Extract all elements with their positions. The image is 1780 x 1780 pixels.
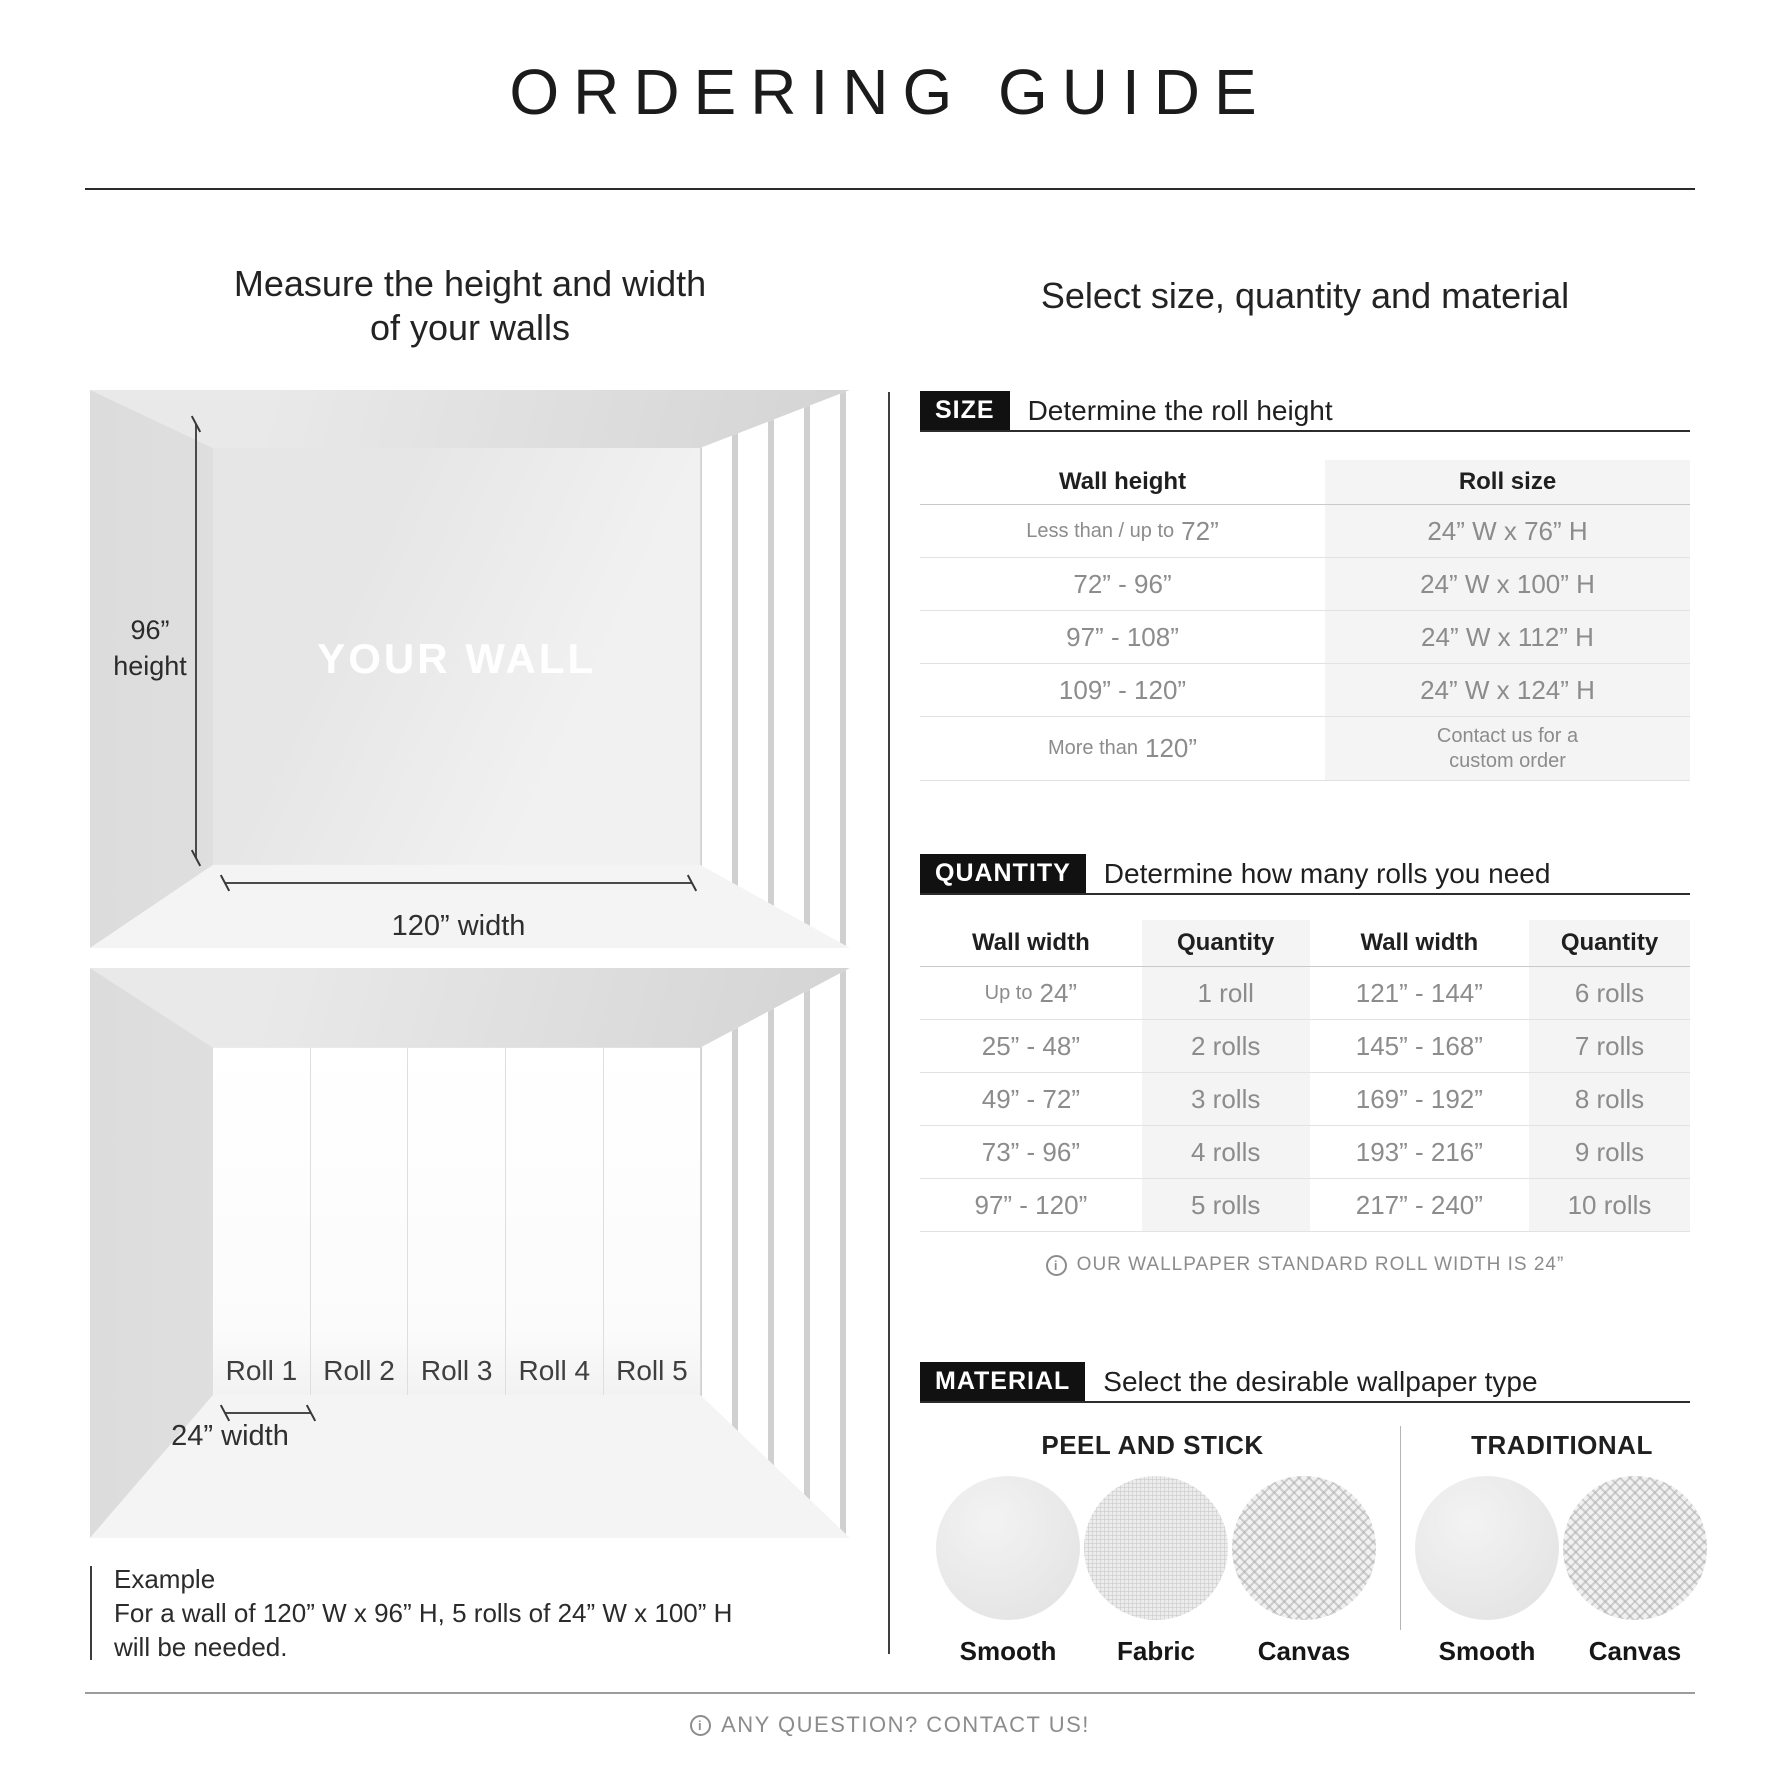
left-heading-line1: Measure the height and width — [233, 263, 707, 304]
roll-panel — [213, 1048, 311, 1395]
roll-label: Roll 5 — [616, 1354, 688, 1386]
size-table-row: Less than / up to 72” 24” W x 76” H — [920, 505, 1690, 558]
peel-and-stick-label: PEEL AND STICK — [1041, 1430, 1264, 1460]
quantity-badge: QUANTITY — [920, 854, 1086, 893]
roll-width-measure-line — [225, 1412, 311, 1414]
quantity-col3-header: Wall width — [1360, 929, 1479, 956]
quantity-table-row: 25” - 48” 2 rolls 145” - 168” 7 rolls — [920, 1020, 1690, 1073]
quantity-table — [920, 920, 1690, 1232]
quantity-table-header-row — [920, 920, 1690, 967]
material-badge: MATERIAL — [920, 1362, 1085, 1401]
example-line2: will be needed. — [114, 1632, 288, 1662]
example-line1: For a wall of 120” W x 96” H, 5 rolls of 24” W x 100” H — [114, 1598, 733, 1628]
size-section-heading — [920, 391, 1690, 432]
quantity-table-row: 73” - 96” 4 rolls 193” - 216” 9 rolls — [920, 1126, 1690, 1179]
info-icon: i — [1046, 1255, 1067, 1276]
roll-panel — [506, 1048, 604, 1395]
material-subtitle: Select the desirable wallpaper type — [1103, 1365, 1538, 1397]
example-accent-bar — [90, 1566, 92, 1660]
example-block — [114, 1562, 834, 1664]
size-col2-header: Roll size — [1325, 460, 1690, 504]
swatch-label: Canvas — [1257, 1636, 1351, 1666]
width-dimension-label: 120” width — [391, 910, 526, 942]
size-table — [920, 460, 1690, 781]
roll-label: Roll 3 — [420, 1354, 493, 1386]
room-illustration-rolls — [90, 968, 850, 1538]
canvas-swatch — [1563, 1476, 1707, 1620]
quantity-subtitle: Determine how many rolls you need — [1103, 857, 1551, 889]
roll-label: Roll 1 — [225, 1354, 298, 1386]
smooth-swatch — [1415, 1476, 1559, 1620]
size-table-row: 72” - 96” 24” W x 100” H — [920, 558, 1690, 611]
canvas-swatch — [1232, 1476, 1376, 1620]
swatch-label: Canvas — [1588, 1636, 1682, 1666]
wallpaper-roll-panels — [213, 1048, 700, 1395]
traditional-label: TRADITIONAL — [1471, 1430, 1653, 1460]
quantity-col1-header: Wall width — [971, 929, 1090, 956]
example-title: Example — [114, 1564, 216, 1594]
width-measure-line — [225, 882, 692, 884]
fabric-swatch — [1084, 1476, 1228, 1620]
room-illustration-your-wall — [90, 390, 850, 948]
quantity-table-row: 97” - 120” 5 rolls 217” - 240” 10 rolls — [920, 1179, 1690, 1232]
roll-label: Roll 4 — [518, 1354, 591, 1386]
column-divider — [888, 392, 890, 1654]
roll-label: Roll 2 — [323, 1354, 395, 1386]
height-dimension-label: 96” height — [113, 615, 187, 681]
size-table-header-row — [920, 460, 1690, 505]
size-subtitle: Determine the roll height — [1027, 394, 1333, 426]
roll-width-dimension-label: 24” width — [171, 1420, 289, 1452]
quantity-table-row: Up to 24” 1 roll 121” - 144” 6 rolls — [920, 967, 1690, 1020]
footer — [0, 1712, 1780, 1738]
size-table-row: 109” - 120” 24” W x 124” H — [920, 664, 1690, 717]
footer-text: ANY QUESTION? CONTACT US! — [721, 1712, 1090, 1737]
quantity-col4-header: Quantity — [1529, 920, 1690, 966]
quantity-col2-header: Quantity — [1142, 920, 1310, 966]
swatch-label: Smooth — [1438, 1636, 1536, 1666]
your-wall-label: YOUR WALL — [317, 635, 597, 682]
height-measure-line — [195, 424, 197, 858]
material-group-divider — [1400, 1426, 1401, 1630]
size-table-row: More than 120” Contact us for a custom order — [920, 717, 1690, 781]
swatch-label: Fabric — [1116, 1636, 1196, 1666]
size-badge: SIZE — [920, 391, 1010, 430]
roll-panel — [408, 1048, 506, 1395]
size-table-row: 97” - 108” 24” W x 112” H — [920, 611, 1690, 664]
left-column-heading — [90, 262, 850, 350]
quantity-table-row: 49” - 72” 3 rolls 169” - 192” 8 rolls — [920, 1073, 1690, 1126]
page-title: ORDERING GUIDE — [509, 56, 1271, 128]
size-col1-header: Wall height — [1058, 468, 1187, 495]
roll-width-note — [920, 1254, 1690, 1276]
roll-panel — [311, 1048, 409, 1395]
title-divider — [85, 188, 1695, 190]
material-section-heading — [920, 1362, 1690, 1403]
note-text: OUR WALLPAPER STANDARD ROLL WIDTH IS 24” — [1076, 1254, 1565, 1275]
swatch-label: Smooth — [959, 1636, 1057, 1666]
info-icon: i — [690, 1715, 711, 1736]
quantity-section-heading — [920, 854, 1690, 895]
footer-divider — [85, 1692, 1695, 1694]
roll-panel — [604, 1048, 701, 1395]
right-column-heading: Select size, quantity and material — [1040, 275, 1570, 316]
left-heading-line2: of your walls — [369, 307, 571, 348]
smooth-swatch — [936, 1476, 1080, 1620]
